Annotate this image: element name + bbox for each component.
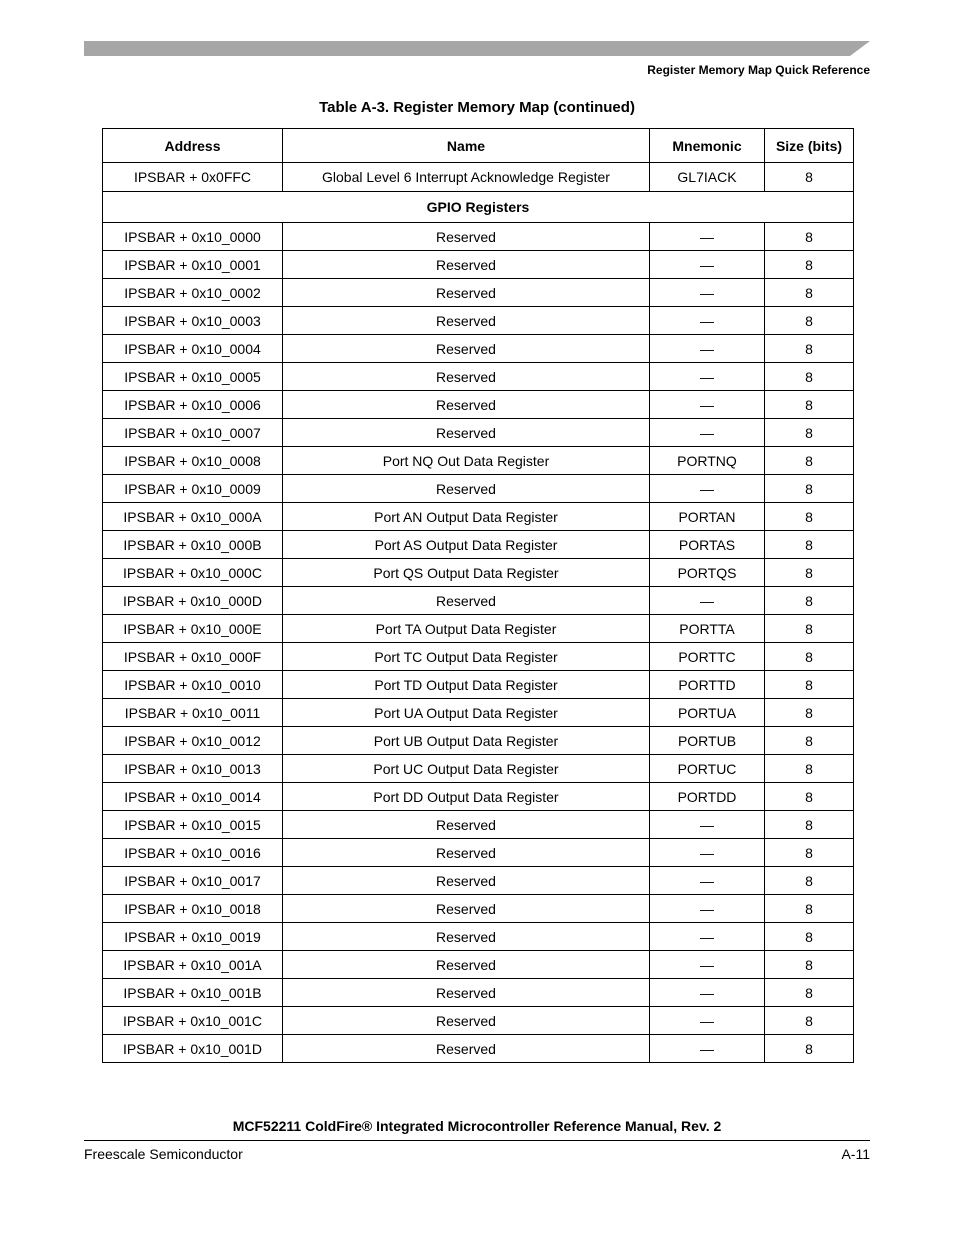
cell-size: 8 (765, 895, 854, 923)
table-row (103, 223, 854, 251)
table-row (103, 363, 854, 391)
cell-mnemonic: — (650, 251, 765, 279)
cell-mnemonic: — (650, 979, 765, 1007)
cell-name: Reserved (283, 391, 650, 419)
cell-name: Port NQ Out Data Register (283, 447, 650, 475)
cell-mnemonic: — (650, 811, 765, 839)
cell-size: 8 (765, 503, 854, 531)
cell-size: 8 (765, 755, 854, 783)
cell-mnemonic: — (650, 391, 765, 419)
cell-mnemonic: — (650, 587, 765, 615)
cell-name: Port TC Output Data Register (283, 643, 650, 671)
cell-size: 8 (765, 1035, 854, 1063)
column-header-mnemonic: Mnemonic (650, 129, 765, 163)
section-label: GPIO Registers (103, 192, 854, 223)
cell-mnemonic: — (650, 475, 765, 503)
cell-name: Reserved (283, 839, 650, 867)
cell-mnemonic: PORTUB (650, 727, 765, 755)
cell-size: 8 (765, 727, 854, 755)
table-row (103, 1007, 854, 1035)
table-row (103, 783, 854, 811)
cell-name: Port AN Output Data Register (283, 503, 650, 531)
cell-address: IPSBAR + 0x10_0009 (103, 475, 283, 503)
cell-name: Reserved (283, 867, 650, 895)
table-row (103, 951, 854, 979)
cell-name: Reserved (283, 279, 650, 307)
cell-size: 8 (765, 615, 854, 643)
cell-address: IPSBAR + 0x10_0001 (103, 251, 283, 279)
cell-address: IPSBAR + 0x10_001D (103, 1035, 283, 1063)
cell-size: 8 (765, 223, 854, 251)
cell-name: Reserved (283, 335, 650, 363)
cell-name: Reserved (283, 363, 650, 391)
cell-size: 8 (765, 419, 854, 447)
table-row (103, 559, 854, 587)
cell-address: IPSBAR + 0x10_0019 (103, 923, 283, 951)
cell-mnemonic: — (650, 307, 765, 335)
cell-mnemonic: — (650, 223, 765, 251)
cell-mnemonic: — (650, 279, 765, 307)
cell-address: IPSBAR + 0x10_0010 (103, 671, 283, 699)
column-header-address: Address (103, 129, 283, 163)
table-row (103, 307, 854, 335)
table-row (103, 587, 854, 615)
table-row (103, 867, 854, 895)
cell-name: Reserved (283, 895, 650, 923)
cell-address: IPSBAR + 0x10_0004 (103, 335, 283, 363)
cell-address: IPSBAR + 0x10_0003 (103, 307, 283, 335)
cell-size: 8 (765, 447, 854, 475)
table-row (103, 839, 854, 867)
cell-mnemonic: — (650, 335, 765, 363)
section-row (103, 192, 854, 223)
cell-name: Reserved (283, 923, 650, 951)
footer-divider (84, 1140, 870, 1141)
table-row (103, 699, 854, 727)
header-bar (84, 41, 870, 56)
cell-mnemonic: — (650, 895, 765, 923)
cell-name: Reserved (283, 419, 650, 447)
cell-size: 8 (765, 643, 854, 671)
table-row (103, 163, 854, 192)
cell-size: 8 (765, 559, 854, 587)
cell-size: 8 (765, 839, 854, 867)
cell-mnemonic: — (650, 1035, 765, 1063)
cell-size: 8 (765, 699, 854, 727)
cell-name: Port TA Output Data Register (283, 615, 650, 643)
cell-mnemonic: PORTTC (650, 643, 765, 671)
cell-name: Reserved (283, 951, 650, 979)
table-row (103, 895, 854, 923)
cell-size: 8 (765, 307, 854, 335)
cell-size: 8 (765, 531, 854, 559)
cell-mnemonic: — (650, 923, 765, 951)
cell-address: IPSBAR + 0x10_0015 (103, 811, 283, 839)
table-row (103, 447, 854, 475)
cell-name: Port TD Output Data Register (283, 671, 650, 699)
cell-mnemonic: — (650, 363, 765, 391)
cell-address: IPSBAR + 0x10_000F (103, 643, 283, 671)
cell-size: 8 (765, 391, 854, 419)
footer-page-number: A-11 (841, 1146, 870, 1162)
cell-name: Reserved (283, 223, 650, 251)
cell-size: 8 (765, 811, 854, 839)
cell-address: IPSBAR + 0x10_0014 (103, 783, 283, 811)
cell-name: Reserved (283, 251, 650, 279)
cell-address: IPSBAR + 0x10_000D (103, 587, 283, 615)
cell-address: IPSBAR + 0x10_001C (103, 1007, 283, 1035)
cell-address: IPSBAR + 0x10_0011 (103, 699, 283, 727)
table-row (103, 755, 854, 783)
cell-address: IPSBAR + 0x10_0002 (103, 279, 283, 307)
cell-mnemonic: PORTTD (650, 671, 765, 699)
cell-address: IPSBAR + 0x10_0017 (103, 867, 283, 895)
footer-company: Freescale Semiconductor (84, 1146, 243, 1162)
table-row (103, 419, 854, 447)
cell-name: Port QS Output Data Register (283, 559, 650, 587)
table-row (103, 811, 854, 839)
cell-address: IPSBAR + 0x10_0008 (103, 447, 283, 475)
cell-mnemonic: — (650, 839, 765, 867)
cell-address: IPSBAR + 0x10_0018 (103, 895, 283, 923)
table-row (103, 475, 854, 503)
cell-mnemonic: PORTAN (650, 503, 765, 531)
cell-mnemonic: — (650, 867, 765, 895)
table-row (103, 503, 854, 531)
cell-size: 8 (765, 587, 854, 615)
cell-size: 8 (765, 279, 854, 307)
cell-mnemonic: PORTAS (650, 531, 765, 559)
cell-address: IPSBAR + 0x10_0007 (103, 419, 283, 447)
register-memory-map-table (102, 128, 854, 1063)
table-row (103, 335, 854, 363)
cell-mnemonic: PORTUA (650, 699, 765, 727)
cell-size: 8 (765, 1007, 854, 1035)
cell-mnemonic: PORTUC (650, 755, 765, 783)
cell-name: Reserved (283, 811, 650, 839)
column-header-name: Name (283, 129, 650, 163)
table-header-row (103, 129, 854, 163)
cell-size: 8 (765, 979, 854, 1007)
cell-name: Port UA Output Data Register (283, 699, 650, 727)
cell-mnemonic: PORTTA (650, 615, 765, 643)
cell-address: IPSBAR + 0x10_000A (103, 503, 283, 531)
table-row (103, 671, 854, 699)
cell-size: 8 (765, 923, 854, 951)
cell-address: IPSBAR + 0x10_001A (103, 951, 283, 979)
cell-name: Reserved (283, 307, 650, 335)
cell-address: IPSBAR + 0x10_0000 (103, 223, 283, 251)
cell-size: 8 (765, 671, 854, 699)
cell-size: 8 (765, 163, 854, 192)
cell-address: IPSBAR + 0x10_000B (103, 531, 283, 559)
cell-address: IPSBAR + 0x10_001B (103, 979, 283, 1007)
cell-size: 8 (765, 363, 854, 391)
cell-size: 8 (765, 951, 854, 979)
table-row (103, 727, 854, 755)
cell-name: Port DD Output Data Register (283, 783, 650, 811)
cell-name: Port AS Output Data Register (283, 531, 650, 559)
cell-size: 8 (765, 783, 854, 811)
table-row (103, 643, 854, 671)
cell-mnemonic: PORTQS (650, 559, 765, 587)
table-row (103, 1035, 854, 1063)
cell-address: IPSBAR + 0x10_0006 (103, 391, 283, 419)
table-row (103, 531, 854, 559)
cell-address: IPSBAR + 0x10_000C (103, 559, 283, 587)
cell-size: 8 (765, 867, 854, 895)
cell-name: Reserved (283, 1007, 650, 1035)
cell-size: 8 (765, 475, 854, 503)
cell-address: IPSBAR + 0x10_0013 (103, 755, 283, 783)
table-row (103, 251, 854, 279)
cell-size: 8 (765, 251, 854, 279)
cell-name: Global Level 6 Interrupt Acknowledge Register (283, 163, 650, 192)
cell-address: IPSBAR + 0x10_0005 (103, 363, 283, 391)
cell-name: Reserved (283, 979, 650, 1007)
column-header-size: Size (bits) (765, 129, 854, 163)
cell-mnemonic: GL7IACK (650, 163, 765, 192)
cell-name: Reserved (283, 475, 650, 503)
table-row (103, 979, 854, 1007)
cell-mnemonic: PORTDD (650, 783, 765, 811)
cell-mnemonic: — (650, 951, 765, 979)
table-title: Table A-3. Register Memory Map (continued) (319, 99, 635, 116)
running-header: Register Memory Map Quick Reference (647, 63, 870, 77)
cell-name: Port UB Output Data Register (283, 727, 650, 755)
table-row (103, 615, 854, 643)
cell-address: IPSBAR + 0x10_000E (103, 615, 283, 643)
cell-address: IPSBAR + 0x10_0016 (103, 839, 283, 867)
cell-size: 8 (765, 335, 854, 363)
table-row (103, 391, 854, 419)
cell-mnemonic: — (650, 1007, 765, 1035)
cell-name: Reserved (283, 1035, 650, 1063)
cell-name: Port UC Output Data Register (283, 755, 650, 783)
cell-name: Reserved (283, 587, 650, 615)
cell-mnemonic: — (650, 419, 765, 447)
cell-address: IPSBAR + 0x10_0012 (103, 727, 283, 755)
table-row (103, 923, 854, 951)
cell-address: IPSBAR + 0x0FFC (103, 163, 283, 192)
footer-manual-title: MCF52211 ColdFire® Integrated Microcontroller Reference Manual, Rev. 2 (232, 1118, 722, 1134)
table-row (103, 279, 854, 307)
cell-mnemonic: PORTNQ (650, 447, 765, 475)
